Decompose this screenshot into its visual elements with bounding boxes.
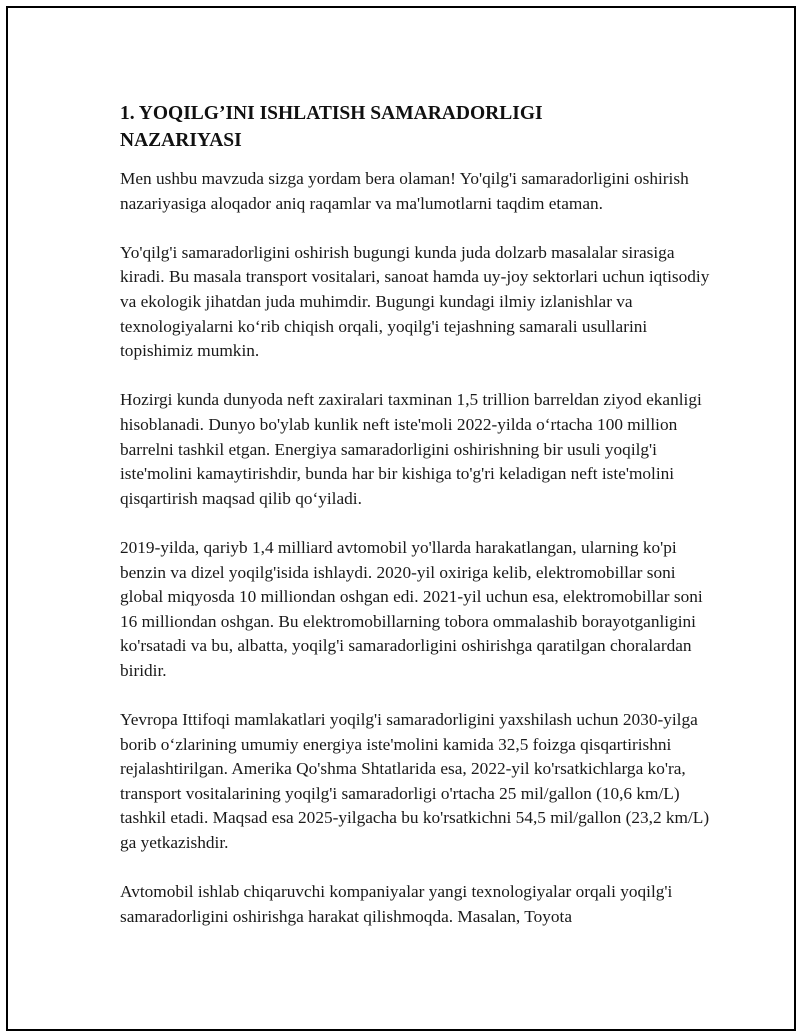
paragraph-oil-reserves: Hozirgi kunda dunyoda neft zaxiralari taxminan 1,5 trillion barreldan ziyod ekanligi hisoblanadi. Dunyo bo'ylab kunlik neft iste'moli 2022-yilda oʻrtacha 100 million barrelni tashkil etgan. Energiya samaradorligini oshirishning bir usuli yoqilg'i iste'molini kamaytirishdir, bunda har bir kishiga to'g'ri keladigan neft iste'molini qisqartirish maqsad qilib qoʻyiladi. xyxy=(120,390,702,508)
section-heading xyxy=(120,100,710,154)
document-body xyxy=(120,100,710,929)
paragraph-eu-usa-targets: Yevropa Ittifoqi mamlakatlari yoqilg'i samaradorligini yaxshilash uchun 2030-yilga borib oʻzlarining umumiy energiya iste'molini kamida 32,5 foizga qisqartirishni rejalashtirilgan. Amerika Qo'shma Shtatlarida esa, 2022-yil ko'rsatkichlarga ko'ra, transport vositalarining yoqilg'i samaradorligi o'rtacha 25 mil/gallon (10,6 km/L) tashkil etadi. Maqsad esa 2025-yilgacha bu ko'rsatkichni 54,5 mil/gallon (23,2 km/L) ga yetkazishdir. xyxy=(120,710,710,853)
paragraph-intro: Men ushbu mavzuda sizga yordam bera olaman! Yo'qilg'i samaradorligini oshirish nazariyasiga aloqador aniq raqamlar va ma'lumotlarni taqdim etaman. xyxy=(120,169,689,213)
paragraph-importance: Yo'qilg'i samaradorligini oshirish bugungi kunda juda dolzarb masalalar sirasiga kiradi. Bu masala transport vositalari, sanoat hamda uy-joy sektorlari uchun iqtisodiy va ekologik jihatdan juda muhimdir. Bugungi kundagi ilmiy izlanishlar va texnologiyalarni koʻrib chiqish orqali, yoqilg'i tejashning samarali usullarini topishimiz mumkin. xyxy=(120,242,710,361)
heading-line-1: 1. YOQILG’INI ISHLATISH SAMARADORLIGI xyxy=(120,103,543,124)
paragraph-vehicles: 2019-yilda, qariyb 1,4 milliard avtomobil yo'llarda harakatlangan, ularning ko'pi benzin va dizel yoqilg'isida ishlaydi. 2020-yil oxiriga kelib, elektromobillar soni global miqyosda 10 milliondan oshgan edi. 2021-yil uchun esa, elektromobillar soni 16 milliondan oshgan. Bu elektromobillarning tobora ommalashib borayotganligini ko'rsatadi va bu, albatta, yoqilg'i samaradorligini oshirishga qaratilgan choralardan biridir. xyxy=(120,537,703,680)
paragraph-manufacturers: Avtomobil ishlab chiqaruvchi kompaniyalar yangi texnologiyalar orqali yoqilg'i samaradorligini oshirishga harakat qilishmoqda. Masalan, Toyota xyxy=(120,882,673,926)
heading-line-2: NAZARIYASI xyxy=(120,130,242,151)
page-frame xyxy=(6,6,796,1031)
